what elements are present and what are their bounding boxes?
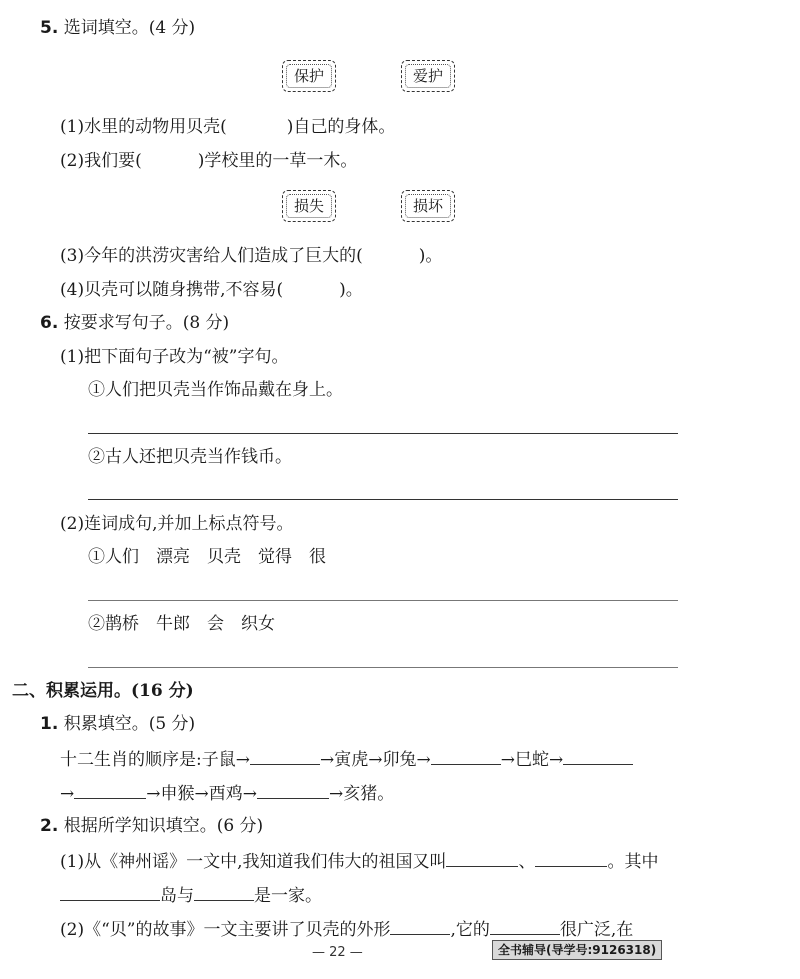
section-2-title: 二、积累运用。(16 分): [12, 681, 194, 701]
word-option-3: 损失: [282, 190, 336, 222]
q6-words-2: ②鹊桥 牛郎 会 织女: [88, 614, 275, 634]
q5-number: 5.: [40, 18, 59, 38]
answer-blank[interactable]: [60, 884, 160, 901]
page-number: — 22 —: [312, 945, 363, 960]
answer-blank[interactable]: [390, 918, 450, 935]
answer-line[interactable]: [88, 600, 678, 601]
answer-blank[interactable]: [446, 850, 518, 867]
answer-blank[interactable]: [535, 850, 607, 867]
q1-heading: [40, 714, 195, 734]
q5-heading: [40, 18, 195, 38]
answer-line[interactable]: [88, 433, 678, 434]
answer-line[interactable]: [88, 667, 678, 668]
q2-heading: [40, 816, 263, 836]
q5-item-2: (2)我们要( )学校里的一草一木。: [60, 151, 358, 171]
q1-number: 1.: [40, 714, 59, 734]
q1-title: 积累填空。(5 分): [63, 714, 196, 734]
answer-blank[interactable]: [250, 748, 320, 765]
answer-blank[interactable]: [363, 245, 419, 261]
q6-words-1: ①人们 漂亮 贝壳 觉得 很: [88, 547, 326, 567]
q5-item-3: (3)今年的洪涝灾害给人们造成了巨大的( )。: [60, 246, 443, 266]
word-option-4: 损坏: [401, 190, 455, 222]
word-option-1: 保护: [282, 60, 336, 92]
answer-blank[interactable]: [227, 116, 287, 132]
q2-number: 2.: [40, 816, 59, 836]
answer-blank[interactable]: [431, 748, 501, 765]
answer-blank[interactable]: [194, 884, 254, 901]
zodiac-line-2: → →申猴→酉鸡→ →亥猪。: [60, 784, 395, 804]
answer-blank[interactable]: [142, 150, 198, 166]
q6-title: 按要求写句子。(8 分): [63, 313, 230, 333]
q2-line-1: (1)从《神州谣》一文中,我知道我们伟大的祖国又叫 、 。其中: [60, 852, 659, 872]
answer-blank[interactable]: [283, 279, 339, 295]
q2-title: 根据所学知识填空。(6 分): [63, 816, 264, 836]
q6-sentence-2: ②古人还把贝壳当作钱币。: [88, 447, 292, 467]
q2-line-3: (2)《“贝”的故事》一文主要讲了贝壳的外形 ,它的 很广泛,在: [60, 920, 634, 940]
q6-sentence-1: ①人们把贝壳当作饰品戴在身上。: [88, 380, 343, 400]
q5-item-1: (1)水里的动物用贝壳( )自己的身体。: [60, 117, 396, 137]
answer-blank[interactable]: [257, 782, 329, 799]
answer-line[interactable]: [88, 499, 678, 500]
answer-blank[interactable]: [74, 782, 146, 799]
q6-number: 6.: [40, 313, 59, 333]
q2-line-2: 岛与 是一家。: [60, 884, 322, 906]
q5-title: 选词填空。(4 分): [63, 18, 196, 38]
answer-blank[interactable]: [563, 748, 633, 765]
guide-badge: 全书辅导(导学号:9126318): [492, 940, 662, 960]
word-option-2: 爱护: [401, 60, 455, 92]
q6-part2: (2)连词成句,并加上标点符号。: [60, 514, 294, 534]
zodiac-line-1: 十二生肖的顺序是:子鼠→ →寅虎→卯兔→ →巳蛇→: [60, 748, 633, 770]
answer-blank[interactable]: [490, 918, 560, 935]
q5-item-4: (4)贝壳可以随身携带,不容易( )。: [60, 280, 363, 300]
q6-part1: (1)把下面句子改为“被”字句。: [60, 347, 289, 367]
q6-heading: [40, 313, 229, 333]
